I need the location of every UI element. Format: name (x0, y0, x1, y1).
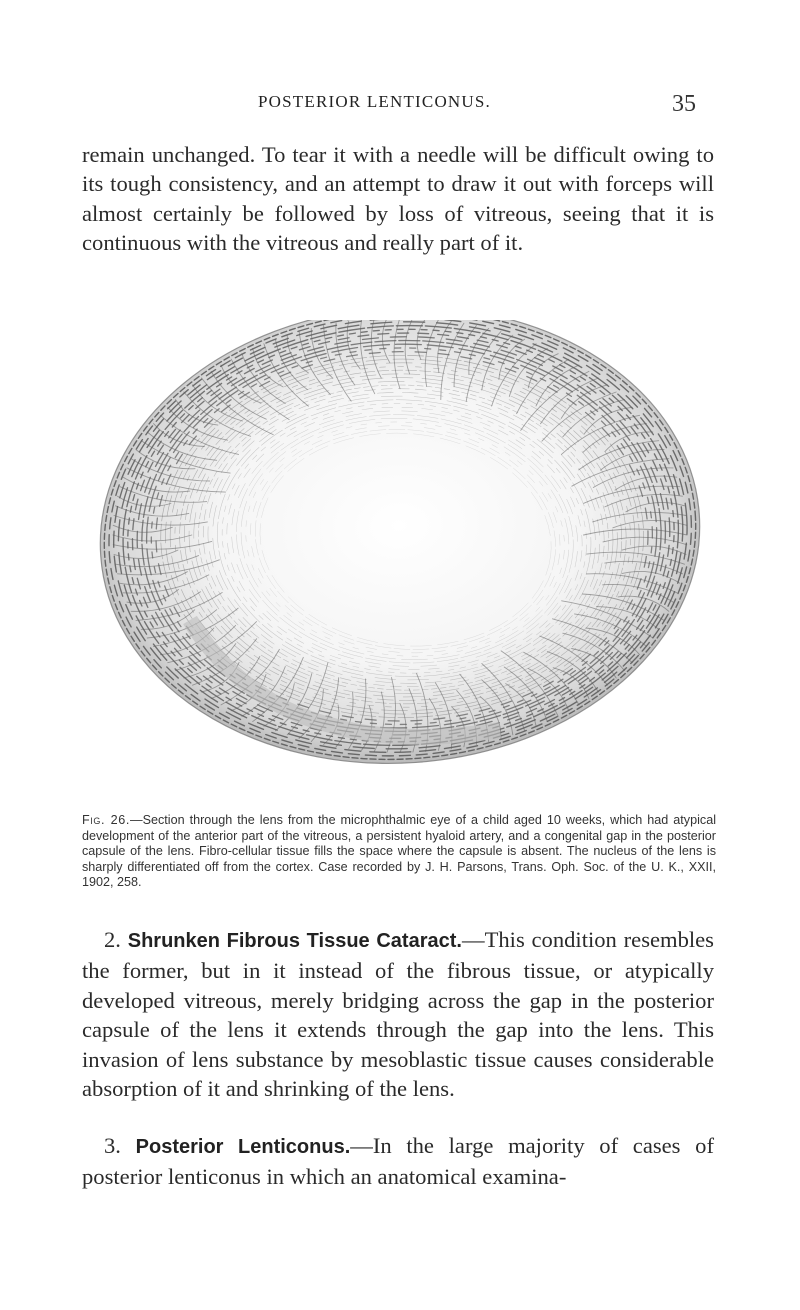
page-number: 35 (672, 91, 696, 117)
paragraph-continued: remain unchanged. To tear it with a needle will be difficult owing to its tough consistency, and an attempt to draw it out with forceps will almost certainly be followed by loss of vitreous, seeing that it is continuous with the vitreous and really part of it. (82, 142, 714, 256)
section-3-paragraph (82, 1131, 714, 1192)
lens-section-illustration (80, 320, 720, 805)
section-3-text: —In the large majority of cases of posterior lenticonus in which an anatomical examina- (82, 1133, 714, 1190)
section-2-paragraph (82, 925, 714, 1103)
section-3-heading: Posterior Lenticonus. (135, 1136, 351, 1158)
section-2-heading: Shrunken Fibrous Tissue Cataract. (127, 930, 462, 952)
running-title: POSTERIOR LENTICONUS. (258, 92, 491, 111)
running-head (0, 92, 800, 122)
figure-caption (82, 813, 716, 891)
section-3-number: 3. (104, 1133, 121, 1158)
section-2-number: 2. (104, 927, 121, 952)
figure-label: Fig. 26. (82, 813, 130, 827)
section-2-text: —This condition resembles the former, but in it instead of the fibrous tissue, or atypically developed vitreous, merely bridging across the gap in the posterior capsule of the lens it extends through the gap into the lens. This invasion of lens substance by mesoblastic tissue causes considerable absorption of it and shrinking of the lens. (82, 927, 714, 1102)
figure-caption-text: —Section through the lens from the microphthalmic eye of a child aged 10 weeks, which had atypical development of the anterior part of the vitreous, a persistent hyaloid artery, and a congenital gap in the posterior capsule of the lens. Fibro-cellular tissue fills the space where the capsule is absent. The nucleus of the lens is sharply differentiated off from the cortex. Case recorded by J. H. Parsons, Trans. Oph. Soc. of the U. K., XXII, 1902, 258. (82, 813, 716, 889)
